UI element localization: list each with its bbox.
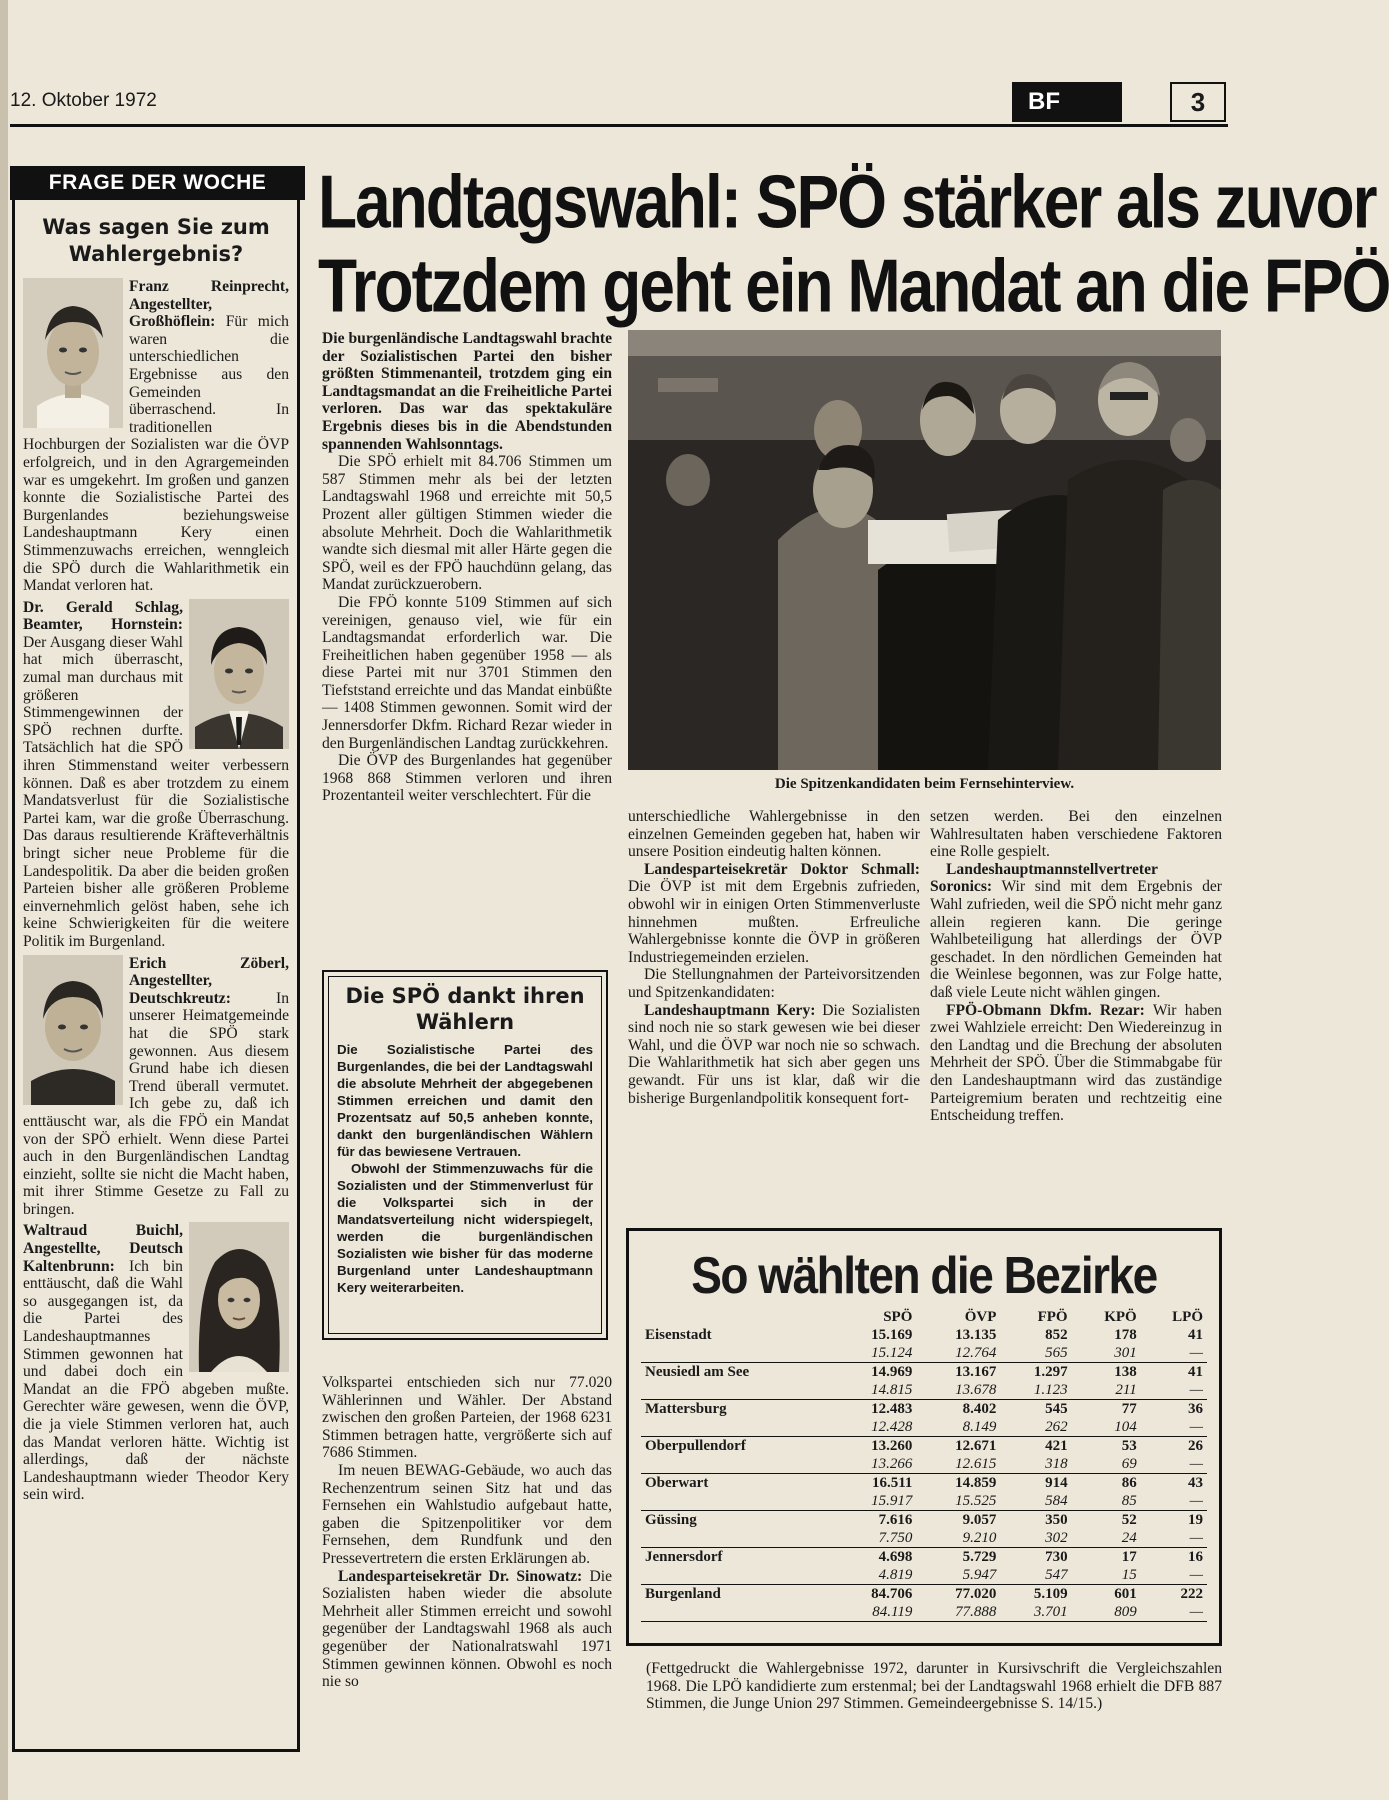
speaker-name: FPÖ-Obmann Dkfm. Rezar: <box>946 1001 1145 1019</box>
result-1968-cell: 4.819 <box>878 1567 913 1583</box>
result-1972-cell: 52 <box>1121 1512 1137 1528</box>
result-1968-cell: 809 <box>1114 1604 1137 1620</box>
result-1968-cell: 565 <box>1045 1345 1068 1361</box>
result-1968-cell: 9.210 <box>962 1530 997 1546</box>
district-name: Jennersdorf <box>645 1549 723 1565</box>
interviewee-name: Erich Zöberl, Angestellter, Deutschkreutz: <box>129 954 289 1007</box>
result-1972-cell: 43 <box>1188 1475 1203 1491</box>
result-1972-cell: 19 <box>1188 1512 1203 1528</box>
result-1972-cell: 545 <box>1045 1401 1068 1417</box>
district-name: Burgenland <box>645 1586 721 1602</box>
result-1968-cell: — <box>1189 1604 1203 1620</box>
result-1972-cell: 12.671 <box>955 1438 997 1454</box>
result-1968-cell: 15 <box>1121 1567 1137 1583</box>
result-1972-cell: 1.297 <box>1033 1364 1068 1380</box>
district-name: Eisenstadt <box>645 1327 712 1343</box>
result-1972-cell: 16 <box>1188 1549 1203 1565</box>
empty-cell <box>641 1492 832 1511</box>
result-1972-cell: 86 <box>1121 1475 1137 1491</box>
district-name: Güssing <box>645 1512 697 1528</box>
interview-reinprecht <box>23 278 289 595</box>
result-1968-cell: 13.678 <box>955 1382 997 1398</box>
result-1968-cell: 15.525 <box>955 1493 997 1509</box>
table-row-1972 <box>641 1511 1207 1530</box>
table-row-1972 <box>641 1363 1207 1382</box>
result-1968-cell: 12.428 <box>871 1419 913 1435</box>
column-header <box>641 1309 832 1326</box>
district-results-table <box>641 1309 1207 1622</box>
table-header-row <box>641 1309 1207 1326</box>
article-column-2 <box>628 808 920 1107</box>
result-1968-cell: — <box>1189 1567 1203 1583</box>
article-paragraph: Die Stellungnahmen der Parteivorsitzenden und Spitzenkandidaten: <box>628 966 920 1001</box>
speaker-statement: Die ÖVP ist mit dem Ergebnis zufrieden, obwohl wir in einigen Orten Stimmenverluste hinnehmen mußten. Erfreuliche Wahlergebnisse konnte die ÖVP in größeren Industriegemeinden erzielen. <box>628 878 920 966</box>
result-1972-cell: 13.260 <box>871 1438 913 1454</box>
article-column-1-continued <box>322 1374 612 1691</box>
table-row-1972 <box>641 1437 1207 1456</box>
result-1968-cell: 15.917 <box>871 1493 913 1509</box>
result-1972-cell: 13.167 <box>955 1364 997 1380</box>
result-1968-cell: 262 <box>1045 1419 1068 1435</box>
table-row-1972 <box>641 1474 1207 1493</box>
result-1968-cell: 14.815 <box>871 1382 913 1398</box>
speaker-name: Landesparteisekretär Doktor Schmall: <box>644 860 920 878</box>
result-1968-cell: 8.149 <box>962 1419 997 1435</box>
empty-cell <box>641 1381 832 1400</box>
result-1968-cell: 3.701 <box>1033 1604 1068 1620</box>
result-1972-cell: 730 <box>1045 1549 1068 1565</box>
result-1972-cell: 77 <box>1121 1401 1137 1417</box>
result-1968-cell: 211 <box>1115 1382 1137 1398</box>
column-header: SPÖ <box>883 1309 913 1325</box>
spoe-dankt-box <box>322 970 608 1340</box>
result-1968-cell: 84.119 <box>872 1604 913 1620</box>
result-1972-cell: 421 <box>1045 1438 1068 1454</box>
interview-zoeberl <box>23 955 289 1219</box>
interviewee-statement: Ich bin enttäuscht, daß die Wahl so ausgegangen ist, da die Partei des Landeshauptmannes Stimmen gewonnen hat und dabei doch ein Mandat an die FPÖ abgeben mußte. Gerechter wäre gewesen, wenn die ÖVP, die ja viele Stimmen verloren hat, auch das Mandat verloren hätte. Wichtig ist allerdings, daß der nächste Landeshauptmann wieder Theodor Kery sein wird. <box>23 1257 289 1504</box>
interviewee-statement: Der Ausgang dieser Wahl hat mich überrascht, zumal man durchaus mit größeren Stimmengewinnen der SPÖ rechnen durfte. Tatsächlich hat die SPÖ ihren Stimmenstand weiter verbessern können. Daß es aber trotzdem zu einem Mandatsverlust für die Sozialistische Partei kam, war die große Überraschung. Das daraus resultierende Kräfteverhältnis bringt sicher neue Probleme für die Landespolitik. Da aber die beiden großen Parteien bisher alle größeren Probleme einvernehmlich gelöst haben, sehe ich keine Schwierigkeiten für die weitere Politik im Burgenland. <box>23 633 289 950</box>
empty-cell <box>641 1529 832 1548</box>
photo-caption: Die Spitzenkandidaten beim Fernsehinterview. <box>774 776 1075 792</box>
interviewee-name: Dr. Gerald Schlag, Beamter, Hornstein: <box>23 598 183 634</box>
table-row-1972 <box>641 1585 1207 1604</box>
frage-der-woche-column <box>12 200 300 1752</box>
portrait-schlag <box>189 599 289 749</box>
result-1972-cell: 9.057 <box>962 1512 997 1528</box>
spoe-dankt-box-inner <box>328 976 602 1334</box>
result-1968-cell: 12.615 <box>955 1456 997 1472</box>
result-1968-cell: — <box>1189 1530 1203 1546</box>
result-1972-cell: 77.020 <box>955 1586 997 1602</box>
article-column-1 <box>322 330 612 805</box>
result-1968-cell: — <box>1189 1493 1203 1509</box>
speaker-statement: Die Sozialisten haben wieder die absolute Mehrheit aller Stimmen erreicht und sowohl gegenüber der Landtagswahl 1968 als auch gegenüber der Nationalratswahl 1971 Stimmen gewinnen können. Obwohl es noch nie so <box>322 1567 612 1691</box>
result-1972-cell: 4.698 <box>878 1549 913 1565</box>
result-1968-cell: 1.123 <box>1033 1382 1068 1398</box>
district-name: Neusiedl am See <box>645 1364 750 1380</box>
result-1968-cell: — <box>1189 1345 1203 1361</box>
result-1968-cell: — <box>1189 1456 1203 1472</box>
column-header: ÖVP <box>964 1309 997 1325</box>
portrait-zoeberl <box>23 955 123 1105</box>
table-row-1968 <box>641 1418 1207 1437</box>
result-1972-cell: 41 <box>1188 1364 1203 1380</box>
empty-cell <box>641 1418 832 1437</box>
speaker-statement: Wir sind mit dem Ergebnis der Wahl zufrieden, weil die SPÖ nicht mehr ganz allein regieren kann. Die geringe Wahlbeteiligung hat allerdings der ÖVP geschadet. In den nördlichen Gemeinden hat die Weinlese begonnen, was zur Folge hatte, daß viele Leute nicht wählen gingen. <box>930 878 1223 1001</box>
portrait-buichl <box>189 1222 289 1372</box>
result-1968-cell: 318 <box>1045 1456 1068 1472</box>
result-1968-cell: 104 <box>1114 1419 1137 1435</box>
speaker-statement: Wir haben zwei Wahlziele erreicht: Den Wiedereinzug in den Landtag und die Brechung der absoluten Mehrheit der SPÖ. Über die Stimmabgabe für den Landeshauptmann wird das zuständige Parteigremium beraten und rechtzeitig eine Entscheidung treffen. <box>930 1001 1222 1125</box>
result-1968-cell: — <box>1189 1382 1203 1398</box>
result-1968-cell: 77.888 <box>955 1604 997 1620</box>
result-1968-cell: 584 <box>1045 1493 1068 1509</box>
result-1972-cell: 138 <box>1114 1364 1137 1380</box>
section-label: BF <box>1012 82 1122 122</box>
result-1968-cell: 7.750 <box>878 1530 913 1546</box>
result-1968-cell: 302 <box>1045 1530 1068 1546</box>
result-1968-cell: 13.266 <box>871 1456 913 1472</box>
interviewee-statement: In unserer Heimatgemeinde hat die SPÖ stark gewonnen. Aus diesem Grund habe ich diesen Trend überall vermutet. Ich gebe zu, daß ich enttäuscht war, als die FPÖ ein Mandat von der SPÖ erhielt. Wenn diese Partei auch in den Burgenländischen Landtag einzieht, sollte sie nicht die Macht haben, mit ihrer Stimme Gesetze zu Fall zu bringen. <box>23 989 289 1218</box>
table-title: So wählten die Bezirke <box>691 1245 1157 1305</box>
result-1968-cell: 24 <box>1121 1530 1137 1546</box>
table-footnote: (Fettgedruckt die Wahlergebnisse 1972, darunter in Kursivschrift die Vergleichszahlen 1968. Die LPÖ kandidierte zum erstenmal; bei der Landtagswahl 1968 erhielt die DFB 887 Stimmen, die Junge Union 297 Stimmen. Gemeindeergebnisse S. 14/15.) <box>646 1660 1222 1713</box>
headline-line-1: Landtagswahl: SPÖ stärker als zuvor <box>318 159 1376 245</box>
result-1968-cell: 69 <box>1121 1456 1137 1472</box>
headline-line-2: Trotzdem geht ein Mandat an die FPÖ <box>318 243 1389 329</box>
interviewee-name: Waltraud Buichl, Angestellte, Deutsch Kaltenbrunn: <box>23 1222 183 1275</box>
result-1972-cell: 350 <box>1045 1512 1068 1528</box>
statement-soronics <box>930 861 1222 1002</box>
interviewee-name: Franz Reinprecht, Angestellter, Großhöflein: <box>129 278 289 331</box>
article-paragraph: unterschiedliche Wahlergebnisse in den einzelnen Gemeinden gegeben hat, haben wir unsere Position eindeutig halten können. <box>628 808 920 861</box>
result-1972-cell: 178 <box>1114 1327 1137 1343</box>
result-1968-cell: 15.124 <box>871 1345 913 1361</box>
result-1972-cell: 16.511 <box>871 1475 913 1491</box>
interview-buichl <box>23 1222 289 1504</box>
result-1972-cell: 852 <box>1045 1327 1068 1343</box>
page-number: 3 <box>1170 82 1226 122</box>
result-1972-cell: 222 <box>1180 1586 1203 1602</box>
table-row-1972 <box>641 1326 1207 1344</box>
statement-kery <box>628 1002 920 1108</box>
result-1968-cell: 301 <box>1114 1345 1137 1361</box>
column-header: KPÖ <box>1104 1309 1137 1325</box>
article-paragraph: Die SPÖ erhielt mit 84.706 Stimmen um 587 Stimmen mehr als bei der letzten Landtagswahl 1968 und erreichte mit 50,5 Prozent aller gültigen Stimmen wieder die absolute Mehrheit. Doch die Wahlarithmetik wandte sich diesmal mit aller Härte gegen die SPÖ, weil es der FPÖ hauchdünn gelang, das Mandat zurückzuerobern. <box>322 453 612 594</box>
table-row-1968 <box>641 1529 1207 1548</box>
result-1972-cell: 14.969 <box>871 1364 913 1380</box>
result-1972-cell: 53 <box>1121 1438 1137 1454</box>
district-results-box <box>626 1228 1222 1646</box>
article-paragraph: Die ÖVP des Burgenlandes hat gegenüber 1968 868 Stimmen verloren und ihren Prozentanteil weiter verschlechtert. Für die <box>322 752 612 805</box>
speaker-name: Landeshauptmann Kery: <box>644 1001 816 1019</box>
table-body <box>641 1326 1207 1622</box>
district-name: Mattersburg <box>645 1401 727 1417</box>
result-1968-cell: 12.764 <box>955 1345 997 1361</box>
speaker-name: Landesparteisekretär Dr. Sinowatz: <box>338 1567 583 1585</box>
result-1972-cell: 601 <box>1114 1586 1137 1602</box>
page-binding-edge <box>0 0 8 1800</box>
box-paragraph: Die Sozialistische Partei des Burgenlandes, die bei der Landtagswahl die absolute Mehrheit der abgegebenen Stimmen erreichen und damit den Prozentsatz auf 50,5 anheben konnte, dankt den burgenländischen Wählern für das bewiesene Vertrauen. <box>337 1042 593 1159</box>
interview-schlag <box>23 599 289 951</box>
article-paragraph: Volkspartei entschieden sich nur 77.020 Wählerinnen und Wähler. Der Abstand zwischen den großen Parteien, der 1968 6231 Stimmen betragen hatte, vergrößerte sich auf 7686 Stimmen. <box>322 1374 612 1462</box>
column-header: FPÖ <box>1037 1309 1068 1325</box>
article-column-3 <box>930 808 1222 1125</box>
speaker-name: Landeshauptmannstellvertreter Soronics: <box>930 860 1158 896</box>
frage-question: Was sagen Sie zum Wahlergebnis? <box>42 215 270 266</box>
result-1972-cell: 914 <box>1045 1475 1068 1491</box>
table-row-1968 <box>641 1492 1207 1511</box>
result-1972-cell: 7.616 <box>878 1512 913 1528</box>
district-name: Oberpullendorf <box>645 1438 746 1454</box>
result-1972-cell: 5.109 <box>1033 1586 1068 1602</box>
result-1972-cell: 13.135 <box>955 1327 997 1343</box>
table-row-1972 <box>641 1548 1207 1567</box>
table-row-1968 <box>641 1455 1207 1474</box>
result-1972-cell: 26 <box>1188 1438 1203 1454</box>
result-1968-cell: 85 <box>1121 1493 1137 1509</box>
article-paragraph: Die FPÖ konnte 5109 Stimmen auf sich vereinigen, genauso viel, wie für ein Landtagsmandat erforderlich war. Die Freiheitlichen haben gegenüber 1958 — als diese Partei mit nur 3701 Stimmen den Tiefststand erreichte und das Mandat einbüßte — 1408 Stimmen gewonnen. Somit wird der Jennersdorfer Dkfm. Richard Rezar wieder in den Burgenländischen Landtag zurückkehren. <box>322 593 612 752</box>
result-1968-cell: 5.947 <box>962 1567 997 1583</box>
district-name: Oberwart <box>645 1475 709 1491</box>
table-row-1968 <box>641 1344 1207 1363</box>
article-paragraph: setzen werden. Bei den einzelnen Wahlresultaten haben verschiedene Faktoren eine Rolle gespielt. <box>930 808 1222 861</box>
empty-cell <box>641 1603 832 1622</box>
result-1968-cell: — <box>1189 1419 1203 1435</box>
result-1972-cell: 5.729 <box>962 1549 997 1565</box>
portrait-reinprecht <box>23 278 123 428</box>
empty-cell <box>641 1344 832 1363</box>
table-row-1968 <box>641 1603 1207 1622</box>
header-rule <box>10 124 1228 127</box>
statement-rezar <box>930 1002 1222 1125</box>
box-title: Die SPÖ dankt ihren Wählern <box>345 984 585 1034</box>
result-1972-cell: 84.706 <box>871 1586 913 1602</box>
result-1972-cell: 41 <box>1188 1327 1203 1343</box>
tv-interview-photo <box>628 330 1221 770</box>
empty-cell <box>641 1566 832 1585</box>
article-paragraph: Im neuen BEWAG-Gebäude, wo auch das Rechenzentrum seinen Sitz hat und das Fernsehen ein Wahlstudio aufgebaut hatte, gaben die Spitzenpolitiker vor dem Fernsehen, dem Rundfunk und den Pressevertretern die ersten Erklärungen ab. <box>322 1461 612 1567</box>
result-1972-cell: 15.169 <box>871 1327 913 1343</box>
speaker-statement: Die Sozialisten sind noch nie so stark gewesen wie bei dieser Wahl, und die ÖVP war noch nie so schwach. Die Wahlarithmetik hat sich aber gegen uns gewandt. Für uns ist klar, daß wir die bisherige Burgenlandpolitik konsequent fort- <box>628 1001 920 1107</box>
article-lede: Die burgenländische Landtagswahl brachte der Sozialistischen Partei den bisher größten Stimmenanteil, trotzdem ging ein Landtagsmandat an die Freiheitliche Partei verloren. Das war das spektakuläre Ergebnis dieses bis in die Abendstunden spannenden Wahlsonntags. <box>322 330 612 453</box>
table-row-1968 <box>641 1566 1207 1585</box>
result-1968-cell: 547 <box>1045 1567 1068 1583</box>
empty-cell <box>641 1455 832 1474</box>
interviewee-statement: Für mich waren die unterschiedlichen Ergebnisse aus den Gemeinden überraschend. In traditionellen Hochburgen der Sozialisten war die ÖVP erfolgreich, und in den Agrargemeinden war es umgekehrt. Im großen und ganzen konnte die Sozialistische Partei des Burgenlandes beziehungsweise Landeshauptmann Kery einen Stimmenzuwachs erreichen, wenngleich die SPÖ durch die Wahlarithmetik ein Mandat verloren hat. <box>23 313 289 595</box>
result-1972-cell: 17 <box>1121 1549 1137 1565</box>
statement-sinowatz <box>322 1568 612 1691</box>
result-1972-cell: 14.859 <box>955 1475 997 1491</box>
table-row-1972 <box>641 1400 1207 1419</box>
statement-schmall <box>628 861 920 967</box>
table-row-1968 <box>641 1381 1207 1400</box>
column-header: LPÖ <box>1172 1309 1203 1325</box>
result-1972-cell: 36 <box>1188 1401 1203 1417</box>
result-1972-cell: 8.402 <box>962 1401 997 1417</box>
box-paragraph: Obwohl der Stimmenzuwachs für die Sozialisten und der Stimmenverlust für die Volkspartei sich in der Mandatsverteilung nicht widerspiegelt, werden die burgenländischen Sozialisten wie bisher für das moderne Burgenland unter Landeshauptmann Kery weiterarbeiten. <box>337 1161 593 1295</box>
result-1972-cell: 12.483 <box>871 1401 913 1417</box>
main-headline <box>318 158 1389 329</box>
issue-date: 12. Oktober 1972 <box>10 90 157 111</box>
frage-der-woche-heading: FRAGE DER WOCHE <box>10 166 305 200</box>
